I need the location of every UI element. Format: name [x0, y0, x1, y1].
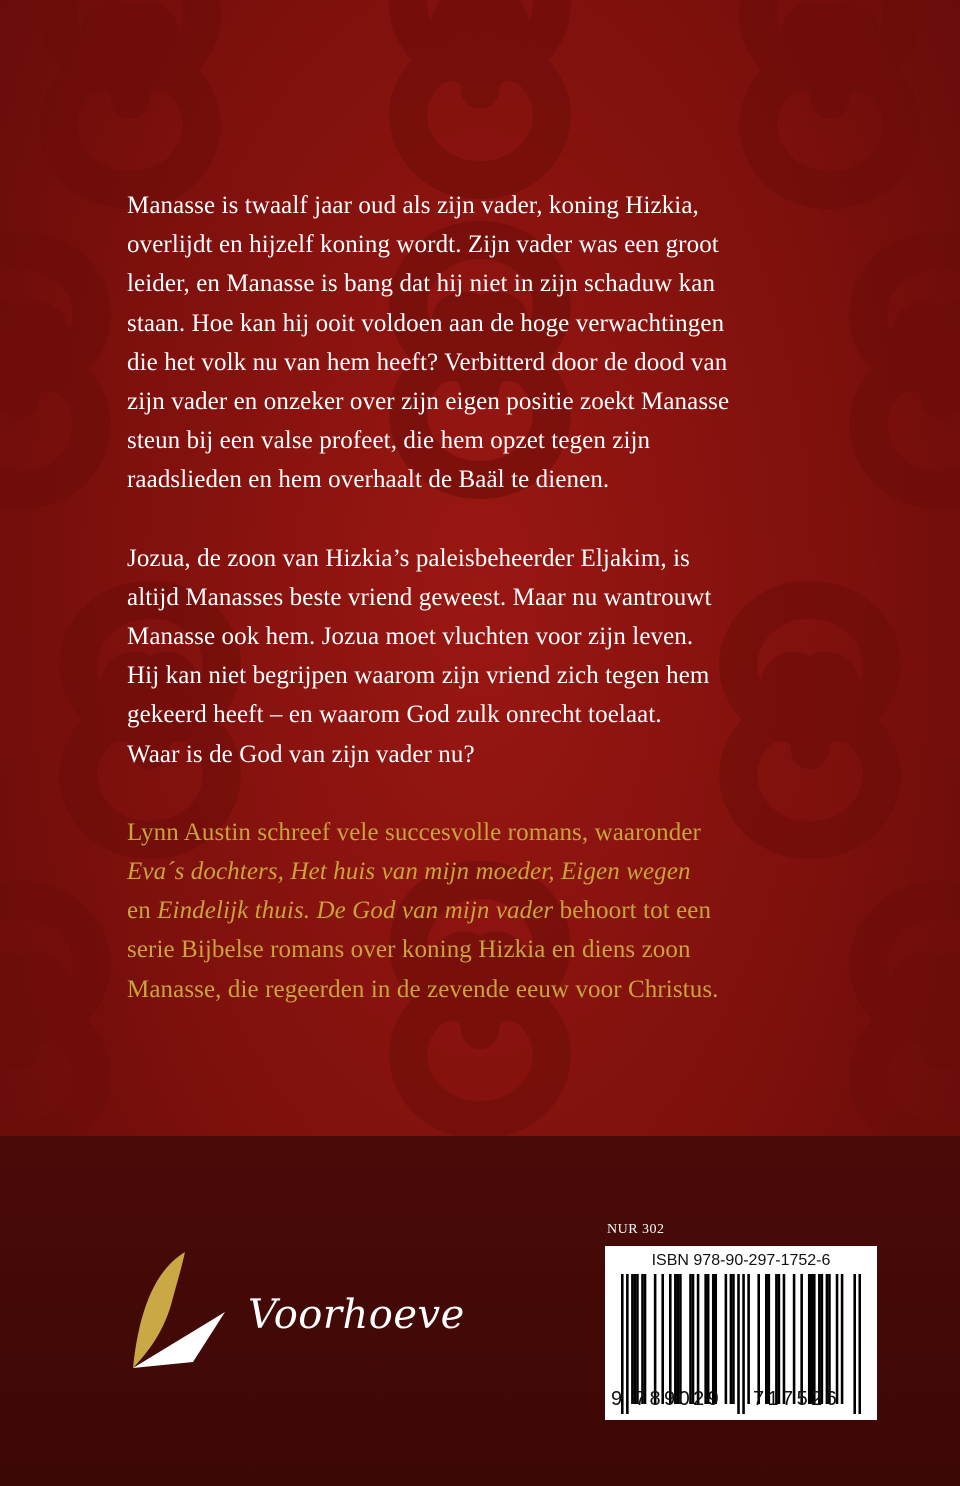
barcode-bar: [677, 1274, 680, 1404]
blurb-line: leider, en Manasse is bang dat hij niet in zijn schaduw kan: [127, 270, 716, 298]
author-note-line: Lynn Austin schreef vele succesvolle romans, waaronder: [127, 818, 701, 846]
book-title: Eva´s dochters,: [127, 858, 285, 886]
blurb-line: Waar is de God van zijn vader nu?: [127, 740, 475, 768]
barcode-bar: [634, 1274, 637, 1404]
barcode-bar: [689, 1274, 692, 1404]
barcode-bar: [775, 1274, 778, 1404]
blurb-paragraph-1: [127, 186, 847, 500]
barcode-bar: [826, 1274, 829, 1404]
barcode-bar: [747, 1274, 750, 1404]
barcode-bar: [836, 1274, 839, 1404]
publisher-name: Voorhoeve: [248, 1292, 465, 1338]
author-note-line: [127, 852, 847, 891]
barcode-bar: [757, 1274, 760, 1404]
barcode-bar: [626, 1274, 629, 1414]
barcode-bar: [813, 1274, 816, 1404]
blurb-line: overlijdt en hijzelf koning wordt. Zijn vader was een groot: [127, 231, 719, 259]
barcode-bar: [679, 1274, 682, 1404]
author-note: [127, 813, 847, 1009]
blurb-line: die het volk nu van hem heeft? Verbitterd door de dood van: [127, 348, 728, 376]
barcode-bar: [768, 1274, 771, 1404]
blurb-line: Manasse ook hem. Jozua moet vluchten voor zijn leven.: [127, 623, 694, 651]
blurb-line: Manasse is twaalf jaar oud als zijn vader, koning Hizkia,: [127, 192, 699, 219]
blurb-paragraph-2: [127, 539, 847, 774]
barcode-bar: [821, 1274, 824, 1404]
barcode-bar: [636, 1274, 639, 1404]
barcode-bar: [674, 1274, 677, 1404]
barcode-bar: [697, 1274, 700, 1404]
barcode-digits-group-2: 717526: [753, 1388, 841, 1410]
book-title: De God van mijn vader: [316, 897, 554, 925]
book-title: Eigen wegen: [561, 858, 691, 886]
barcode-bar: [644, 1274, 647, 1404]
barcode-bar: [742, 1274, 745, 1414]
isbn-barcode: [605, 1246, 877, 1420]
barcode-bar: [732, 1274, 735, 1404]
barcode-bar: [800, 1274, 803, 1404]
quill-logo-icon: [125, 1250, 230, 1370]
conjunction: en: [127, 897, 151, 925]
isbn-label: ISBN 978-90-297-1752-6: [651, 1252, 831, 1269]
author-note-line: serie Bijbelse romans over koning Hizkia en diens zoon: [127, 936, 691, 964]
barcode-digit-lead: 9: [611, 1388, 623, 1410]
blurb-text: [127, 186, 847, 1048]
book-title: Eindelijk thuis.: [157, 897, 311, 925]
blurb-line: staan. Hoe kan hij ooit voldoen aan de hoge verwachtingen: [127, 309, 725, 337]
barcode-bar: [841, 1274, 844, 1404]
barcode-bar: [692, 1274, 695, 1404]
author-note-line: Manasse, die regeerden in de zevende eeuw voor Christus.: [127, 975, 719, 1003]
barcode-bar: [808, 1274, 811, 1404]
blurb-line: Jozua, de zoon van Hizkia’s paleisbeheerder Eljakim, is: [127, 544, 690, 572]
barcode-bar: [810, 1274, 813, 1404]
nur-code: NUR 302: [607, 1222, 665, 1237]
barcode-bar: [737, 1274, 740, 1414]
barcode-digits-group-1: 789029: [635, 1388, 723, 1410]
barcode-bar: [631, 1274, 634, 1404]
blurb-line: steun bij een valse profeet, die hem opzet tegen zijn: [127, 427, 651, 455]
barcode-bar: [704, 1274, 707, 1404]
barcode-bar: [712, 1274, 715, 1404]
barcode-bar: [853, 1274, 856, 1414]
barcode-bar: [669, 1274, 672, 1404]
author-note-text: behoort tot een: [559, 897, 712, 925]
barcode-bar: [778, 1274, 781, 1404]
blurb-line: altijd Manasses beste vriend geweest. Maar nu wantrouwt: [127, 583, 712, 611]
barcode-bar: [661, 1274, 664, 1404]
blurb-line: zijn vader en onzeker over zijn eigen positie zoekt Manasse: [127, 388, 730, 416]
author-note-line: [127, 891, 847, 930]
barcode-bar: [730, 1274, 733, 1404]
book-title: Het huis van mijn moeder,: [290, 858, 555, 886]
blurb-line: gekeerd heeft – en waarom God zulk onrecht toelaat.: [127, 701, 662, 729]
barcode-bar: [828, 1274, 831, 1404]
blurb-line: raadslieden en hem overhaalt de Baäl te dienen.: [127, 466, 610, 494]
barcode-bar: [858, 1274, 861, 1414]
barcode-bar: [707, 1274, 710, 1404]
barcode-bar: [714, 1274, 717, 1404]
barcode-bar: [725, 1274, 728, 1404]
blurb-line: Hij kan niet begrijpen waarom zijn vriend zich tegen hem: [127, 662, 710, 690]
barcode-bar: [783, 1274, 786, 1404]
barcode-bar: [793, 1274, 796, 1404]
barcode-bar: [641, 1274, 644, 1404]
barcode-bar: [818, 1274, 821, 1404]
barcode-bar: [765, 1274, 768, 1404]
barcode-bar: [654, 1274, 657, 1404]
